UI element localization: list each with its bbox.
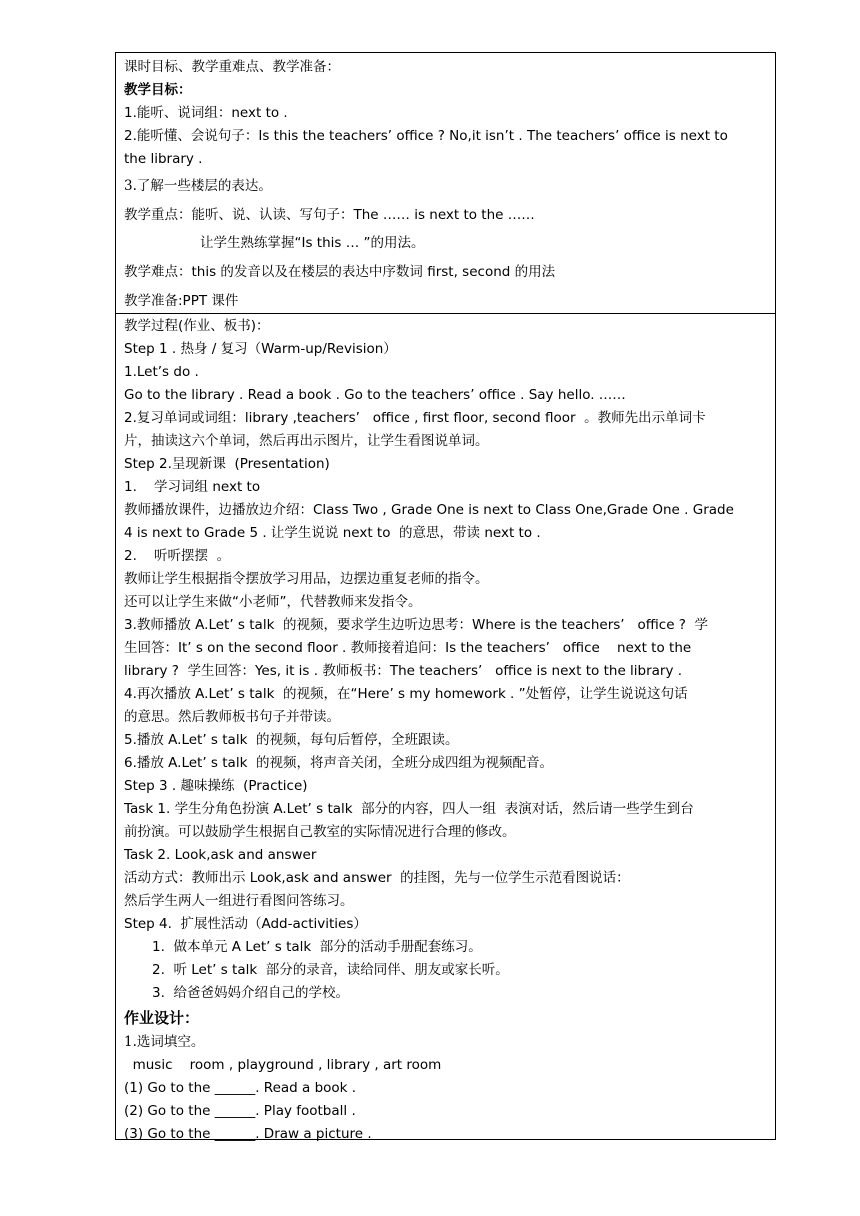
process-line: 2.复习单词或词组：library ,teachers’ office , first floor, second floor 。教师先出示单词卡: [124, 410, 706, 426]
objectives-heading: 教学目标：: [124, 82, 192, 98]
process-line: 活动方式：教师出示 Look,ask and answer 的挂图，先与一位学生示范看图说话：: [124, 870, 630, 886]
exercise-item: (1) Go to the ______. Read a book .: [124, 1080, 357, 1096]
objective-line: 2.能听懂、会说句子：Is this the teachers’ office ? No,it isn’t . The teachers’ office is next to: [124, 128, 728, 144]
objective-line: the library .: [124, 151, 203, 167]
activity-item: 1. 做本单元 A Let’ s talk 部分的活动手册配套练习。: [152, 939, 482, 955]
difficulties-line: 教学难点：this 的发音以及在楼层的表达中序数词 first, second 的用法: [124, 264, 556, 280]
process-line: 1. 学习词组 next to: [124, 479, 261, 495]
process-line: library ? 学生回答：Yes, it is . 教师板书：The teachers’ office is next to the library .: [124, 663, 683, 679]
activity-item: 2. 听 Let’ s talk 部分的录音，读给同伴、朋友或家长听。: [152, 962, 509, 978]
step-heading: Step 3 . 趣味操练 (Practice): [124, 778, 308, 794]
process-line: 片，抽读这六个单词，然后再出示图片，让学生看图说单词。: [124, 433, 489, 449]
process-line: 4 is next to Grade 5 . 让学生说说 next to 的意思，带读 next to .: [124, 525, 541, 541]
homework-heading: 作业设计：: [124, 1009, 200, 1027]
preparation-line: 教学准备:PPT 课件: [124, 293, 239, 309]
process-line: Go to the library . Read a book . Go to the teachers’ office . Say hello. ……: [124, 387, 626, 403]
process-line: 教师让学生根据指令摆放学习用品，边摆边重复老师的指令。: [124, 571, 489, 587]
objective-line: 1.能听、说词组：next to .: [124, 105, 288, 121]
process-line: 2. 听听摆摆 。: [124, 548, 231, 564]
objective-line: 3.了解一些楼层的表达。: [124, 178, 272, 194]
process-line: 6.播放 A.Let’ s talk 的视频，将声音关闭，全班分成四组为视频配音。: [124, 755, 553, 771]
key-points-line: 让学生熟练掌握“Is this … ”的用法。: [200, 235, 425, 251]
exercise-item: (3) Go to the ______. Draw a picture .: [124, 1126, 372, 1142]
lesson-objectives-section: [115, 52, 776, 314]
process-line: Task 1. 学生分角色扮演 A.Let’ s talk 部分的内容，四人一组 表演对话，然后请一些学生到台: [124, 801, 694, 817]
process-line: 的意思。然后教师板书句子并带读。: [124, 709, 340, 725]
process-line: 然后学生两人一组进行看图问答练习。: [124, 893, 354, 909]
process-line: 5.播放 A.Let’ s talk 的视频，每句后暂停，全班跟读。: [124, 732, 459, 748]
process-line: 4.再次播放 A.Let’ s talk 的视频，在“Here’ s my homework . ”处暂停，让学生说说这句话: [124, 686, 688, 702]
process-line: 还可以让学生来做“小老师”，代替教师来发指令。: [124, 594, 422, 610]
process-line: 1.Let’s do .: [124, 364, 199, 380]
process-line: 前扮演。可以鼓励学生根据自己教室的实际情况进行合理的修改。: [124, 824, 516, 840]
teaching-process-section: [115, 313, 776, 1140]
process-heading: 教学过程(作业、板书)：: [124, 318, 270, 334]
word-bank: music room , playground , library , art room: [124, 1057, 442, 1073]
exercise-item: (2) Go to the ______. Play football .: [124, 1103, 356, 1119]
step-heading: Step 2.呈现新课 (Presentation): [124, 456, 330, 472]
process-line: 生回答：It’ s on the second floor . 教师接着追问：Is the teachers’ office next to the: [124, 640, 692, 656]
process-line: 教师播放课件，边播放边介绍：Class Two , Grade One is next to Class One,Grade One . Grade: [124, 502, 734, 518]
activity-item: 3. 给爸爸妈妈介绍自己的学校。: [152, 985, 349, 1001]
step-heading: Step 4. 扩展性活动（Add-activities）: [124, 916, 367, 932]
homework-line: 1.选词填空。: [124, 1034, 205, 1050]
step-heading: Step 1 . 热身 / 复习（Warm-up/Revision）: [124, 341, 397, 357]
key-points-line: 教学重点：能听、说、认读、写句子：The …… is next to the ……: [124, 207, 535, 223]
process-line: Task 2. Look,ask and answer: [124, 847, 317, 863]
process-line: 3.教师播放 A.Let’ s talk 的视频，要求学生边听边思考：Where is the teachers’ office ? 学: [124, 617, 709, 633]
section-heading: 课时目标、教学重难点、教学准备：: [124, 59, 340, 75]
